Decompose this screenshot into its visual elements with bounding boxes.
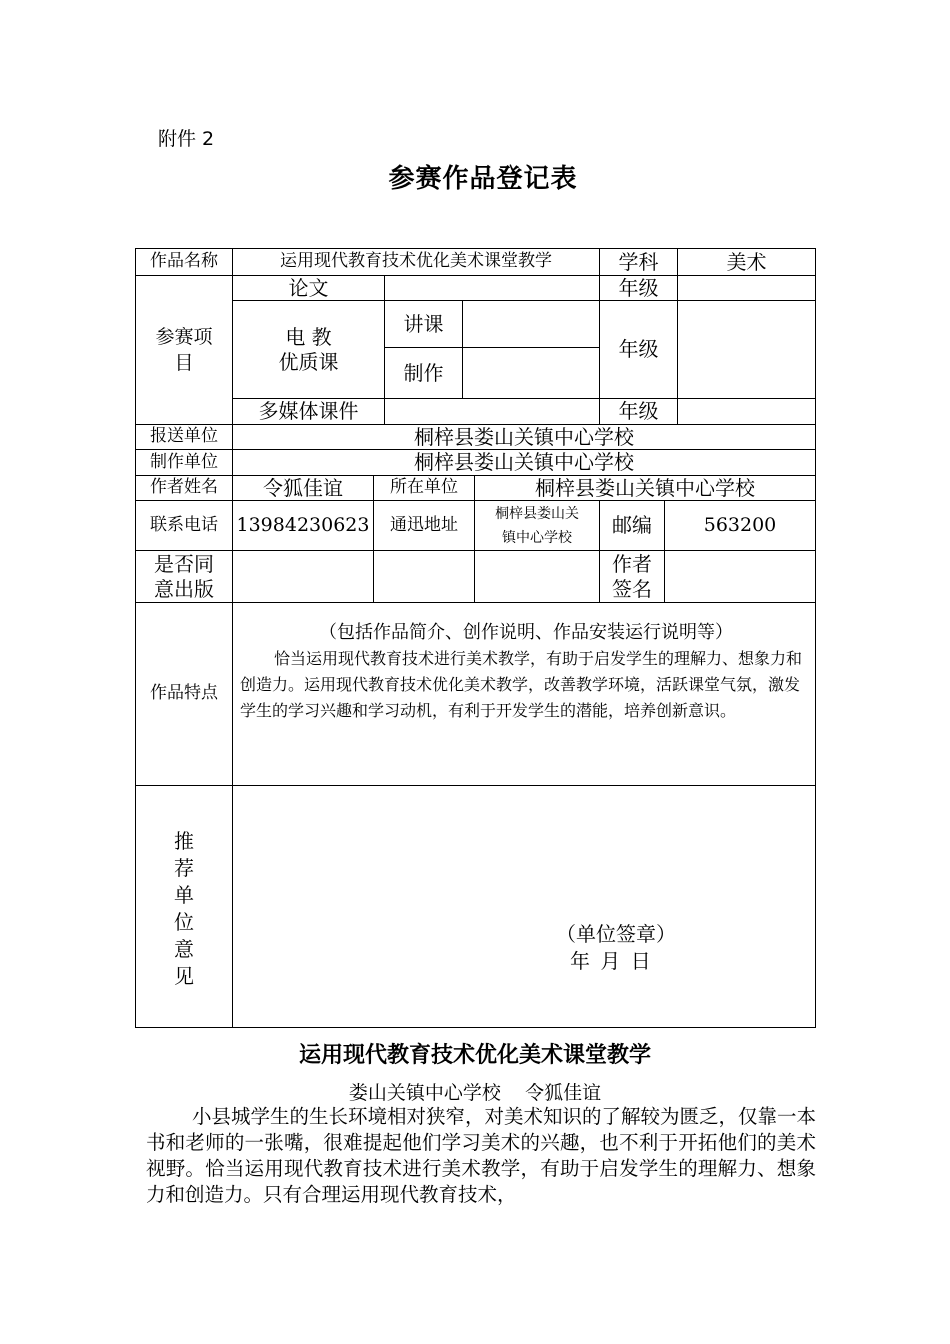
paper-paragraph: 小县城学生的生长环境相对狭窄，对美术知识的了解较为匮乏，仅靠一本书和老师的一张嘴，很难提起他们学习美术的兴趣，也不利于开拓他们的美术视野。恰当运用现代教育技术进行美术教学，有助于启发学生的理解力、想象力和创造力。只有合理运用现代教育技术， [146,1105,817,1206]
address-label: 通迅地址 [390,514,458,535]
form-title: 参赛作品登记表 [388,164,578,194]
recommend-char: 意 [174,937,194,961]
features-intro: （包括作品简介、创作说明、作品安装运行说明等） [319,622,733,643]
work-name-value: 运用现代教育技术优化美术课堂教学 [280,251,552,272]
entry-project-label [136,276,232,424]
row-divider [135,602,816,603]
signature-line2: 签名 [612,576,652,601]
postcode-value: 563200 [703,513,777,536]
grade-label: 年级 [618,275,659,300]
location-unit-value: 桐梓县娄山关镇中心学校 [535,475,755,500]
grade-label: 年级 [618,399,659,423]
recommend-char: 单 [174,883,194,907]
address-line2: 镇中心学校 [502,529,572,546]
recommend-opinion-label [135,828,233,990]
recommend-char: 荐 [174,856,194,880]
quality-lesson-line1: 电 教 [285,324,332,349]
attachment-label: 附件 2 [158,128,215,150]
grade-label: 年级 [618,337,659,361]
author-label: 作者姓名 [150,477,218,498]
col-divider [462,300,463,398]
quality-lesson-label [233,301,384,398]
work-name-label: 作品名称 [150,251,218,272]
entry-project-text: 参赛项目 [155,326,213,374]
quality-lesson-line2: 优质课 [278,349,339,374]
publish-consent-label [136,551,232,602]
lecture-label: 讲课 [403,311,444,336]
location-unit-label: 所在单位 [390,477,458,498]
recommend-char: 见 [174,964,194,988]
row-divider [135,550,816,551]
paper-label: 论文 [288,275,329,300]
author-signature-label [600,551,664,602]
subject-value: 美术 [726,249,767,274]
row-divider [135,785,816,786]
production-label: 制作 [403,360,444,385]
features-content [240,620,812,724]
author-value: 令狐佳谊 [263,475,343,500]
address-line1: 桐梓县娄山关 [495,505,579,522]
features-text: 恰当运用现代教育技术进行美术教学，有助于启发学生的理解力、想象力和创造力。运用现代教育技术优化美术教学，改善教学环境，活跃课堂气氛，激发学生的学习兴趣和学习动机，有利于开发学生的潜能，培养创新意识。 [240,649,803,720]
subject-label: 学科 [618,249,659,274]
publish-line1: 是否同 [154,551,214,576]
multimedia-label: 多媒体课件 [258,399,359,423]
make-unit-label: 制作单位 [150,451,218,472]
postcode-label: 邮编 [612,513,652,537]
phone-value: 13984230623 [236,513,370,536]
address-value [475,501,599,550]
submit-unit-label: 报送单位 [150,426,218,447]
table-border-right [815,248,816,1028]
make-unit-value: 桐梓县娄山关镇中心学校 [414,450,634,474]
paper-author: 娄山关镇中心学校 令狐佳谊 [348,1082,602,1104]
recommend-char: 位 [174,910,194,934]
paper-title: 运用现代教育技术优化美术课堂教学 [298,1043,651,1068]
publish-line2: 意出版 [154,576,214,601]
features-label: 作品特点 [150,683,218,704]
recommend-char: 推 [174,829,194,853]
date-text: 年 月 日 [570,949,653,973]
signature-line1: 作者 [612,551,652,576]
table-border-bottom [135,1027,816,1028]
phone-label: 联系电话 [150,514,218,535]
paper-body [146,1104,816,1208]
submit-unit-value: 桐梓县娄山关镇中心学校 [414,424,634,449]
unit-seal-text: （单位签章） [556,922,676,946]
